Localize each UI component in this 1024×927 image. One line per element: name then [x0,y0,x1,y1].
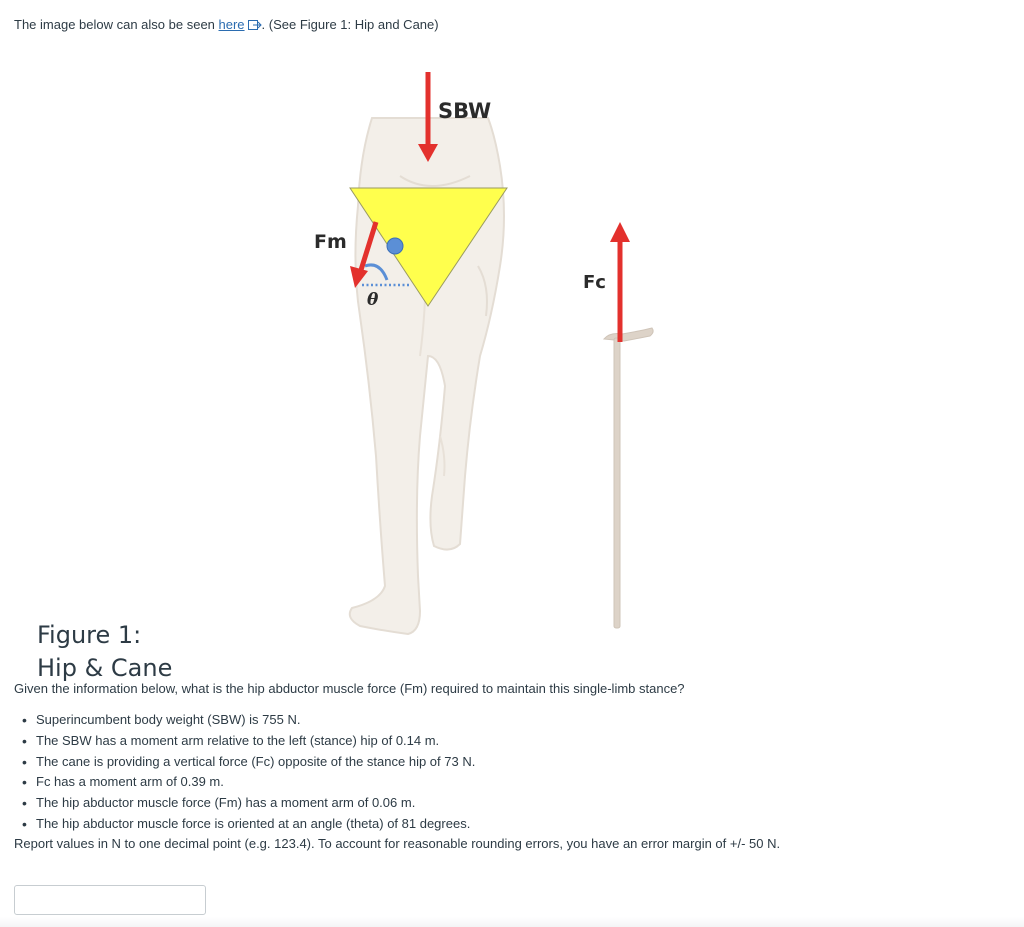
sbw-label: SBW [438,99,492,123]
report-note: Report values in N to one decimal point (e.g. 123.4). To account for reasonable rounding errors, you have an error margin of +/- 50 N. [14,835,781,851]
list-item: • The hip abductor muscle force (Fm) has a moment arm of 0.06 m. [22,793,1004,814]
list-item: • The cane is providing a vertical force (Fc) opposite of the stance hip of 73 N. [22,752,1004,773]
intro-suffix: . (See Figure 1: Hip and Cane) [261,17,439,32]
intro-prefix: The image below can also be seen [14,17,219,32]
fm-label: Fm [314,231,347,253]
list-item: • Superincumbent body weight (SBW) is 755 N. [22,710,1004,731]
figure-hip-and-cane [0,56,1024,682]
intro-text [14,16,439,36]
list-item: • Fc has a moment arm of 0.39 m. [22,772,1004,793]
hip-pivot-dot [387,238,403,254]
givens-list [14,710,1004,835]
bottom-divider [0,917,1024,927]
question-block [14,680,1004,853]
fc-arrow [610,222,630,342]
figure-caption-line2: Hip & Cane [37,654,173,682]
hip-cane-diagram [0,56,1024,656]
question-prompt: Given the information below, what is the hip abductor muscle force (Fm) required to maintain this single-limb stance? [14,681,685,696]
cane [604,328,653,628]
figure-caption [37,619,172,685]
fc-label: Fc [583,272,606,293]
list-item: • The hip abductor muscle force is oriented at an angle (theta) of 81 degrees. [22,814,1004,835]
image-link[interactable]: here [218,17,245,32]
external-link-icon[interactable] [248,18,262,36]
figure-caption-line1: Figure 1: [37,621,142,649]
list-item: • The SBW has a moment arm relative to the left (stance) hip of 0.14 m. [22,731,1004,752]
theta-label: θ [367,290,379,310]
answer-input[interactable] [14,885,206,915]
